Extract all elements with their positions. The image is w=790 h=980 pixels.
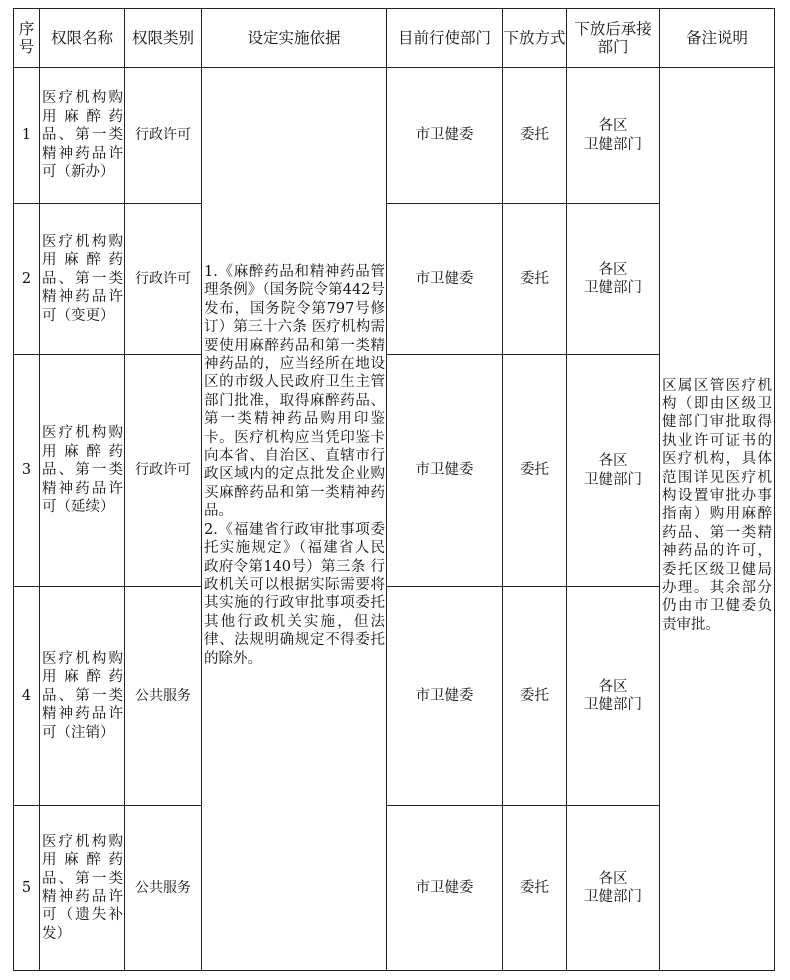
receiving-dept [567,68,660,204]
receiving-dept [567,204,660,355]
header-category: 权限类别 [125,9,202,68]
receiving-dept-line1: 各区 [598,118,628,135]
header-receiving-dept: 下放后承接部门 [567,9,660,68]
permission-category: 公共服务 [125,806,202,971]
current-dept: 市卫健委 [387,806,503,971]
header-basis: 设定实施依据 [202,9,387,68]
receiving-dept-line1: 各区 [598,870,628,887]
permission-name: 医疗机构购用麻醉药品、第一类精神药品许可（延续） [40,355,125,587]
permission-name: 医疗机构购用麻醉药品、第一类精神药品许可（遗失补发） [40,806,125,971]
note-filler-top [660,68,775,204]
row-index: 1 [14,68,40,204]
receiving-dept-line2: 卫健部门 [584,136,642,153]
permission-name: 医疗机构购用麻醉药品、第一类精神药品许可（变更） [40,204,125,355]
header-index [14,9,40,68]
receiving-dept [567,355,660,587]
row-index: 3 [14,355,40,587]
header-note: 备注说明 [660,9,775,68]
receiving-dept-line2: 卫健部门 [584,697,642,713]
remarks: 区属区管医疗机构（即由区级卫健部门审批取得执业许可证书的医疗机构，具体范围详见医疗机构设置审批办事指南）购用麻醉药品、第一类精神药品的许可，委托区级卫健局办理。其余部分仍由市卫健委负责审批。 [662,377,772,633]
permission-category: 行政许可 [125,355,202,587]
table-row [14,68,775,204]
header-index-text: 序号 [18,20,35,56]
permission-category: 行政许可 [125,204,202,355]
row-index: 4 [14,587,40,806]
permission-category: 公共服务 [125,587,202,806]
receiving-dept-line2: 卫健部门 [584,471,642,488]
current-dept: 市卫健委 [387,68,503,204]
current-dept: 市卫健委 [387,204,503,355]
legal-basis-paragraph-1: 1.《麻醉药品和精神药品管理条例》（国务院令第442号发布，国务院令第797号修订）第三十六条 医疗机构需要使用麻醉药品和第一类精神药品的，应当经所在地设区的市级人民政府卫生主管部门批准，取得麻醉药品、第一类精神药品购用印鉴卡。医疗机构应当凭印鉴卡向本省、自治区、直辖市行政区域内的定点批发企业购买麻醉药品和第一类精神药品。 [204,264,385,520]
receiving-dept-line1: 各区 [598,678,628,695]
row-index: 2 [14,204,40,355]
legal-basis [204,263,385,668]
header-method: 下放方式 [503,9,567,68]
header-current-dept: 目前行使部门 [387,9,503,68]
permission-category: 行政许可 [125,68,202,204]
table-row [14,204,775,355]
current-dept: 市卫健委 [387,587,503,806]
receiving-dept-line2: 卫健部门 [584,889,642,905]
row-index: 5 [14,806,40,971]
receiving-dept [567,806,660,971]
receiving-dept-line2: 卫健部门 [584,280,642,296]
receiving-dept-line1: 各区 [598,261,628,278]
receiving-dept [567,587,660,806]
current-dept: 市卫健委 [387,355,503,587]
delegation-method: 委托 [503,204,567,355]
header-row [14,9,775,68]
delegation-method: 委托 [503,68,567,204]
delegation-method: 委托 [503,806,567,971]
permission-name: 医疗机构购用麻醉药品、第一类精神药品许可（新办） [40,68,125,204]
note-cell [660,204,775,971]
receiving-dept-line1: 各区 [598,453,628,470]
legal-basis-cell [202,68,387,971]
permission-name: 医疗机构购用麻醉药品、第一类精神药品许可（注销） [40,587,125,806]
delegation-method: 委托 [503,587,567,806]
delegation-method: 委托 [503,355,567,587]
authority-table [13,8,775,971]
legal-basis-paragraph-2: 2.《福建省行政审批事项委托实施规定》（福建省人民政府令第140号）第三条 行政机关可以根据实际需要将其实施的行政审批事项委托其他行政机关实施，但法律、法规明确规定不得委托的除外。 [204,521,385,667]
header-name: 权限名称 [40,9,125,68]
